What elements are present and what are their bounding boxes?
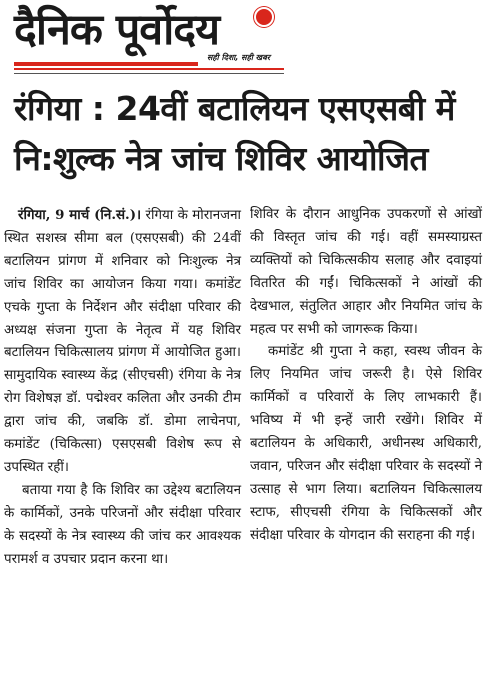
headline-line-1: रंगिया : 24वीं बटालियन एसएसबी में [14, 89, 455, 128]
article-headline [14, 84, 476, 184]
masthead-rule [14, 62, 198, 66]
newspaper-logo: दैनिक पूर्वोदय [14, 5, 220, 55]
article-paragraph: कमांडेंट श्री गुप्ता ने कहा, स्वस्थ जीवन के लिए नियमित जांच जरूरी है। ऐसे शिविर कार्मिकों व परिवारों के लिए लाभकारी हैं। भविष्य में भी इन्हें जारी रखेंगे। शिविर में बटालियन के अधिकारी, अधीनस्थ अधिकारी, जवान, परिजन और संदीक्षा परिवार के सदस्यों ने उत्साह से भाग लिया। बटालियन चिकित्सालय स्टाफ, सीएचसी रंगिया के चिकित्सकों और संदीक्षा परिवार के योगदान की सराहना की गई। [250, 344, 482, 543]
masthead [0, 0, 485, 78]
masthead-rule-thin [14, 68, 284, 70]
masthead-divider [14, 73, 284, 74]
article-paragraph: बताया गया है कि शिविर का उद्देश्य बटालियन के कार्मिकों, उनके परिजनों और संदीक्षा परिवार के सदस्यों के नेत्र स्वास्थ्य की जांच कर आवश्यक परामर्श व उपचार प्रदान करना था। [4, 482, 241, 567]
paragraph-text: रंगिया के मोरानजना स्थित सशस्त्र सीमा बल (एसएसबी) की 24वीं बटालियन प्रांगण में शनिवार को निःशुल्क नेत्र जांच शिविर का आयोजन किया गया। कमांडेंट एचके गुप्ता के निर्देशन और संदीक्षा परिवार की अध्यक्ष संजना गुप्ता के नेतृत्व में यह शिविर बटालियन चिकित्सालय प्रांगण में आयोजित हुआ। सामुदायिक स्वास्थ्य केंद्र (सीएचसी) रंगिया के नेत्र रोग विशेषज्ञ डॉ. पद्मेश्वर कलिता और उनकी टीम द्वारा जांच की, जबकि डॉ. डोमा लाचेनपा, कमांडेंट (चिकित्सा) एसएसबी विशेष रूप से उपस्थित रहीं। [4, 208, 241, 475]
article-column-left [4, 204, 241, 572]
article-column-right [250, 204, 482, 548]
article-paragraph [4, 204, 241, 480]
article-paragraph: शिविर के दौरान आधुनिक उपकरणों से आंखों की विस्तृत जांच की गई। वहीं समस्याग्रस्त व्यक्तियों को चिकित्सकीय सलाह और दवाइयां वितरित की गईं। चिकित्सकों ने आंखों की देखभाल, संतुलित आहार और नियमित जांच के महत्व पर सभी को जागरूक किया। [250, 207, 482, 337]
headline-line-2: नि:शुल्क नेत्र जांच शिविर आयोजित [14, 139, 428, 178]
logo-badge-icon [254, 7, 274, 27]
newspaper-tagline: सही दिशा, सही खबर [207, 53, 271, 62]
dateline: रंगिया, 9 मार्च (नि.सं.)। [18, 207, 142, 223]
